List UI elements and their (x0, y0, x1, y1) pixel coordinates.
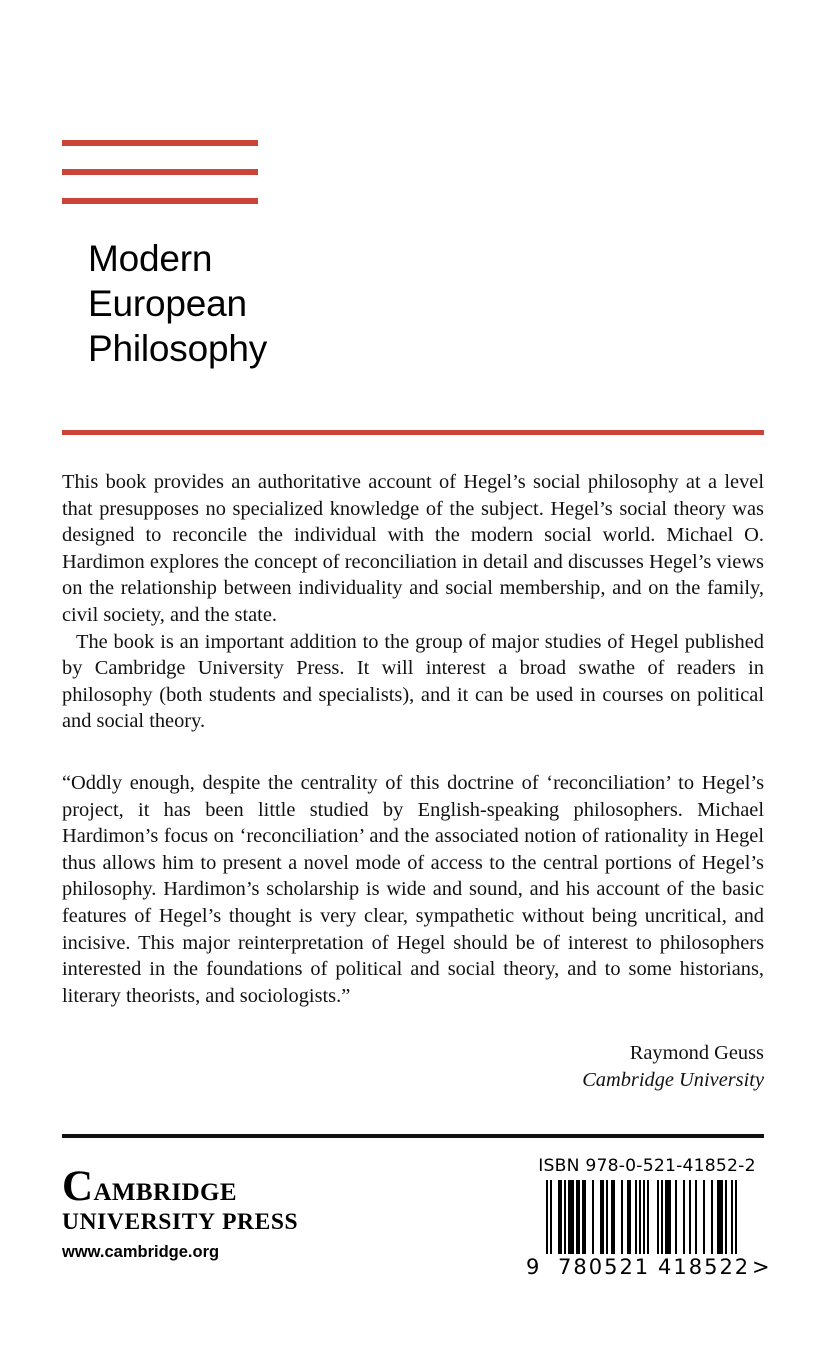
black-divider-rule (62, 1134, 764, 1138)
review-attribution (62, 1040, 764, 1093)
publisher-subtitle-rest: NIVERSITY (79, 1209, 216, 1235)
publisher-subtitle-rest-2: RESS (237, 1209, 299, 1235)
series-title (88, 236, 418, 371)
barcode-digit-first: 9 (526, 1255, 540, 1279)
description-blurb (62, 469, 764, 735)
barcode-end-glyph: > (752, 1255, 770, 1279)
blurb-paragraph-2: The book is an important addition to the group of major studies of Hegel published by Cambridge University Press. It will interest a broad swathe of readers in philosophy (both students and specialists), and it can be used in courses on political and social theory. (62, 630, 764, 733)
series-title-line-1: Modern (88, 238, 213, 279)
series-mark-rules (62, 140, 258, 204)
series-rule-2 (62, 169, 258, 175)
barcode-digits (524, 1254, 770, 1280)
publisher-name-rest: ambridge (93, 1169, 237, 1208)
isbn-barcode-area (524, 1156, 770, 1278)
red-divider-rule (62, 430, 764, 435)
publisher-url[interactable]: www.cambridge.org (62, 1243, 220, 1261)
publisher-name (62, 1163, 392, 1210)
review-quote-text: “Oddly enough, despite the centrality of this doctrine of ‘reconciliation’ to Hegel’s project, it has been little studied by English-speaking philosophers. Michael Hardimon’s focus on ‘reconciliation’ and the associated notion of rationality in Hegel thus allows him to present a novel mode of access to the central portions of Hegel’s philosophy. Hardimon’s scholarship is wide and sound, and his account of the basic features of Hegel’s thought is very clear, sympathetic without being uncritical, and incisive. This major reinterpretation of Hegel should be of interest to philosophers interested in the foundations of political and social theory, and to some historians, literary theorists, and sociologists.” (62, 772, 764, 1007)
publisher-logo (62, 1163, 392, 1262)
series-title-line-2: European (88, 283, 247, 324)
reviewer-name: Raymond Geuss (629, 1042, 764, 1064)
barcode-digits-right-group: 418522 (658, 1255, 751, 1279)
publisher-subtitle-initial: U (62, 1209, 80, 1235)
review-quote-block (62, 770, 764, 1009)
reviewer-affiliation: Cambridge University (582, 1068, 764, 1091)
series-title-line-3: Philosophy (88, 328, 268, 369)
blurb-paragraph-1: This book provides an authoritative account of Hegel’s social philosophy at a level that presupposes no specialized knowledge of the subject. Hegel’s social theory was designed to reconcile the individual with the modern social world. Michael O. Hardimon explores the concept of reconciliation in detail and discusses Hegel’s views on the relationship between individuality and social membership, and on the family, civil society, and the state. (62, 471, 764, 626)
publisher-name-initial: C (62, 1163, 94, 1210)
series-rule-3 (62, 198, 258, 204)
publisher-subtitle-initial-2: P (222, 1209, 238, 1235)
barcode-bars (546, 1180, 737, 1258)
publisher-subtitle (62, 1209, 392, 1236)
isbn-number: ISBN 978-0-521-41852-2 (538, 1156, 756, 1176)
barcode-digits-left-group: 780521 (558, 1255, 651, 1279)
series-rule-1 (62, 140, 258, 146)
barcode (524, 1180, 770, 1278)
